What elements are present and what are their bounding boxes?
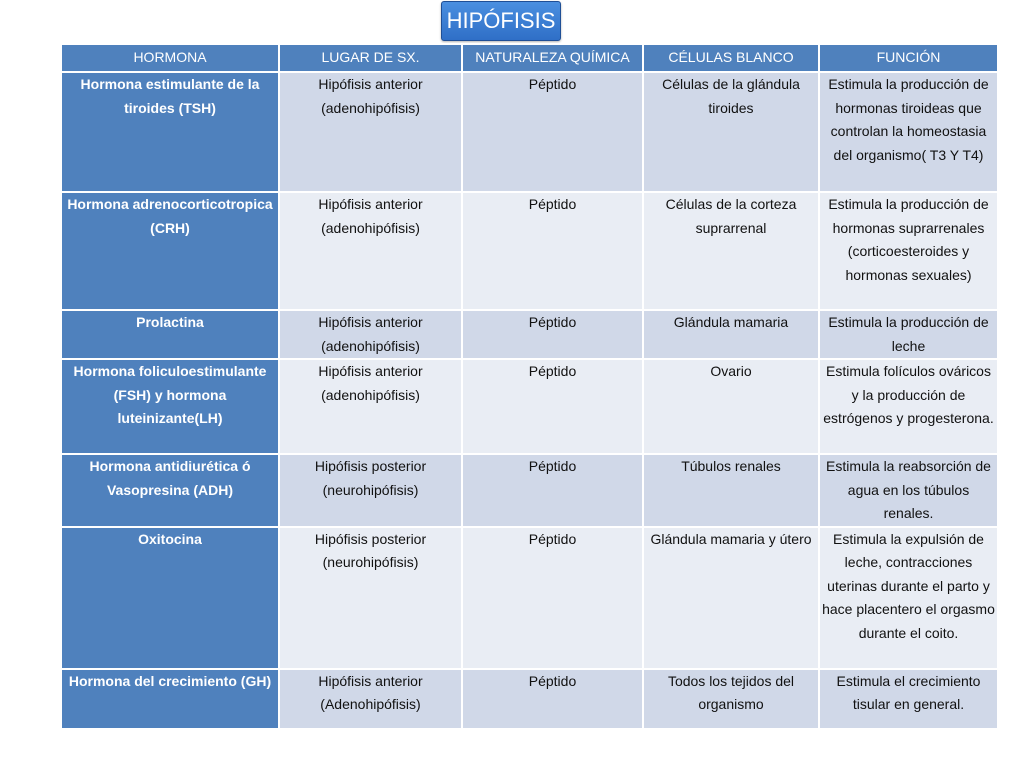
cell-hormona: Prolactina	[61, 310, 279, 359]
cell-hormona: Hormona del crecimiento (GH)	[61, 669, 279, 729]
cell-funcion: Estimula la expulsión de leche, contracciones uterinas durante el parto y hace placentero el orgasmo durante el coito.	[819, 527, 998, 669]
cell-celulas: Ovario	[643, 359, 819, 454]
slide-title: HIPÓFISIS	[441, 1, 561, 41]
cell-naturaleza: Péptido	[462, 192, 643, 310]
cell-celulas: Células de la glándula tiroides	[643, 72, 819, 192]
cell-hormona: Hormona antidiurética ó Vasopresina (ADH)	[61, 454, 279, 527]
cell-lugar: Hipófisis posterior (neurohipófisis)	[279, 527, 462, 669]
cell-celulas: Glándula mamaria y útero	[643, 527, 819, 669]
cell-naturaleza: Péptido	[462, 669, 643, 729]
cell-lugar: Hipófisis anterior (adenohipófisis)	[279, 72, 462, 192]
cell-celulas: Todos los tejidos del organismo	[643, 669, 819, 729]
cell-naturaleza: Péptido	[462, 527, 643, 669]
cell-hormona: Hormona foliculoestimulante (FSH) y hormona luteinizante(LH)	[61, 359, 279, 454]
table-row	[61, 669, 998, 729]
cell-celulas: Células de la corteza suprarrenal	[643, 192, 819, 310]
table-row	[61, 359, 998, 454]
cell-lugar: Hipófisis anterior (adenohipófisis)	[279, 359, 462, 454]
cell-funcion: Estimula la producción de leche	[819, 310, 998, 359]
cell-lugar: Hipófisis posterior (neurohipófisis)	[279, 454, 462, 527]
header-hormona: HORMONA	[61, 44, 279, 72]
cell-naturaleza: Péptido	[462, 310, 643, 359]
header-celulas: CÉLULAS BLANCO	[643, 44, 819, 72]
cell-lugar: Hipófisis anterior (Adenohipófisis)	[279, 669, 462, 729]
header-lugar: LUGAR DE SX.	[279, 44, 462, 72]
header-funcion: FUNCIÓN	[819, 44, 998, 72]
cell-hormona: Hormona estimulante de la tiroides (TSH)	[61, 72, 279, 192]
cell-hormona: Oxitocina	[61, 527, 279, 669]
cell-lugar: Hipófisis anterior (adenohipófisis)	[279, 310, 462, 359]
cell-celulas: Glándula mamaria	[643, 310, 819, 359]
cell-funcion: Estimula el crecimiento tisular en general.	[819, 669, 998, 729]
table-row	[61, 310, 998, 359]
cell-naturaleza: Péptido	[462, 359, 643, 454]
table-header-row	[61, 44, 998, 72]
cell-naturaleza: Péptido	[462, 454, 643, 527]
cell-funcion: Estimula folículos ováricos y la producción de estrógenos y progesterona.	[819, 359, 998, 454]
table-row	[61, 72, 998, 192]
cell-lugar: Hipófisis anterior (adenohipófisis)	[279, 192, 462, 310]
table-row	[61, 454, 998, 527]
header-naturaleza: NATURALEZA QUÍMICA	[462, 44, 643, 72]
cell-funcion: Estimula la reabsorción de agua en los túbulos renales.	[819, 454, 998, 527]
cell-hormona: Hormona adrenocorticotropica (CRH)	[61, 192, 279, 310]
hormone-table	[60, 43, 999, 730]
table-row	[61, 192, 998, 310]
table-row	[61, 527, 998, 669]
cell-celulas: Túbulos renales	[643, 454, 819, 527]
cell-naturaleza: Péptido	[462, 72, 643, 192]
cell-funcion: Estimula la producción de hormonas tiroideas que controlan la homeostasia del organismo( T3 Y T4)	[819, 72, 998, 192]
cell-funcion: Estimula la producción de hormonas suprarrenales (corticoesteroides y hormonas sexuales)	[819, 192, 998, 310]
